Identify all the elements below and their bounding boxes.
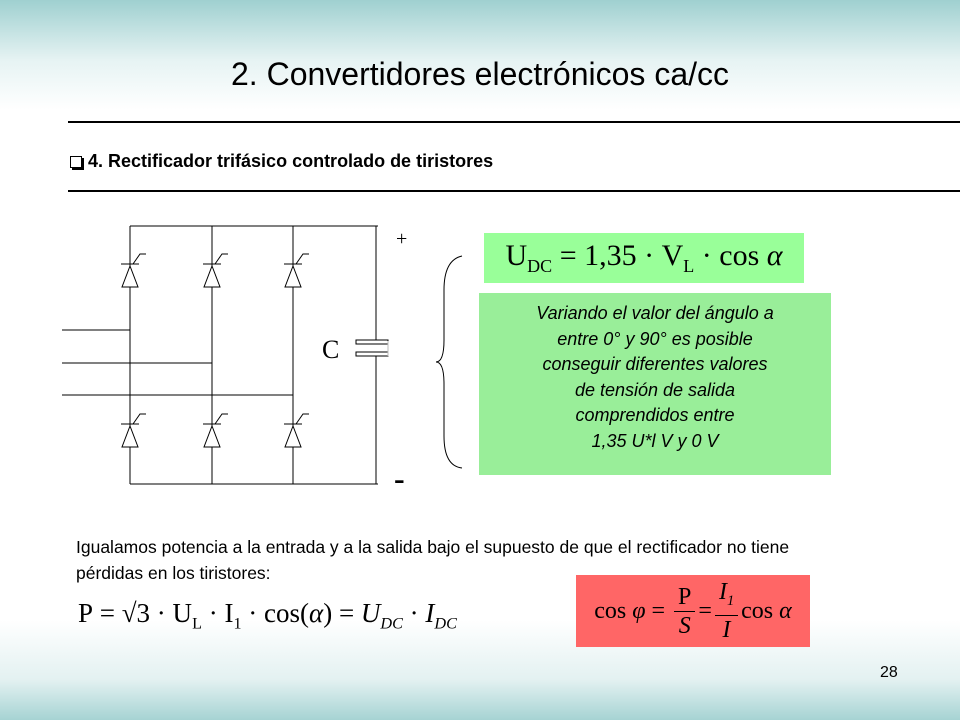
negative-terminal-label: - [394, 460, 405, 496]
thyristor-icon [284, 414, 309, 447]
explanation-line: entre 0° y 90° es posible [557, 328, 753, 349]
positive-terminal-label: + [396, 228, 408, 250]
explanation-line: de tensión de salida [574, 379, 736, 400]
capacitor-symbol [356, 340, 388, 356]
cosphi-formula: cos φ = $\frac{P}{S}$ = $\frac{I_1}{I}$ cos α [576, 575, 810, 647]
brace-shape [436, 256, 462, 468]
power-balance-paragraph: Igualamos potencia a la entrada y a la salida bajo el supuesto de que el rectificador no tiene pérdidas en los tiristores: [76, 537, 790, 583]
thyristor-icon [203, 254, 228, 287]
explanation-line: conseguir diferentes valores [542, 354, 768, 374]
explanation-line: 1,35 U*l V y 0 V [591, 430, 719, 451]
angle-explanation-box [479, 293, 831, 475]
udc-formula: $U_{DC} = 1,35 \cdot V_L \cdot \cos \alpha$ [484, 233, 804, 283]
explanation-line: comprendidos entre [575, 405, 735, 425]
thyristor-icon [203, 414, 228, 447]
power-formula: $P = √3 \cdot U_L \cdot I_1 \cdot \cos(\alpha) = U_{DC} \cdot I_{DC}$ [78, 598, 457, 633]
thyristor-icon [121, 414, 146, 447]
slide-title: 2. Convertidores electrónicos ca/cc [231, 56, 729, 92]
section-heading-text: 4. Rectificador trifásico controlado de tiristores [88, 151, 494, 171]
thyristor-icon [284, 254, 309, 287]
capacitor-label: C [322, 335, 340, 364]
explanation-line: Variando el valor del ángulo a [536, 303, 774, 323]
thyristor-icon [121, 254, 146, 287]
page-number: 28 [880, 664, 898, 681]
